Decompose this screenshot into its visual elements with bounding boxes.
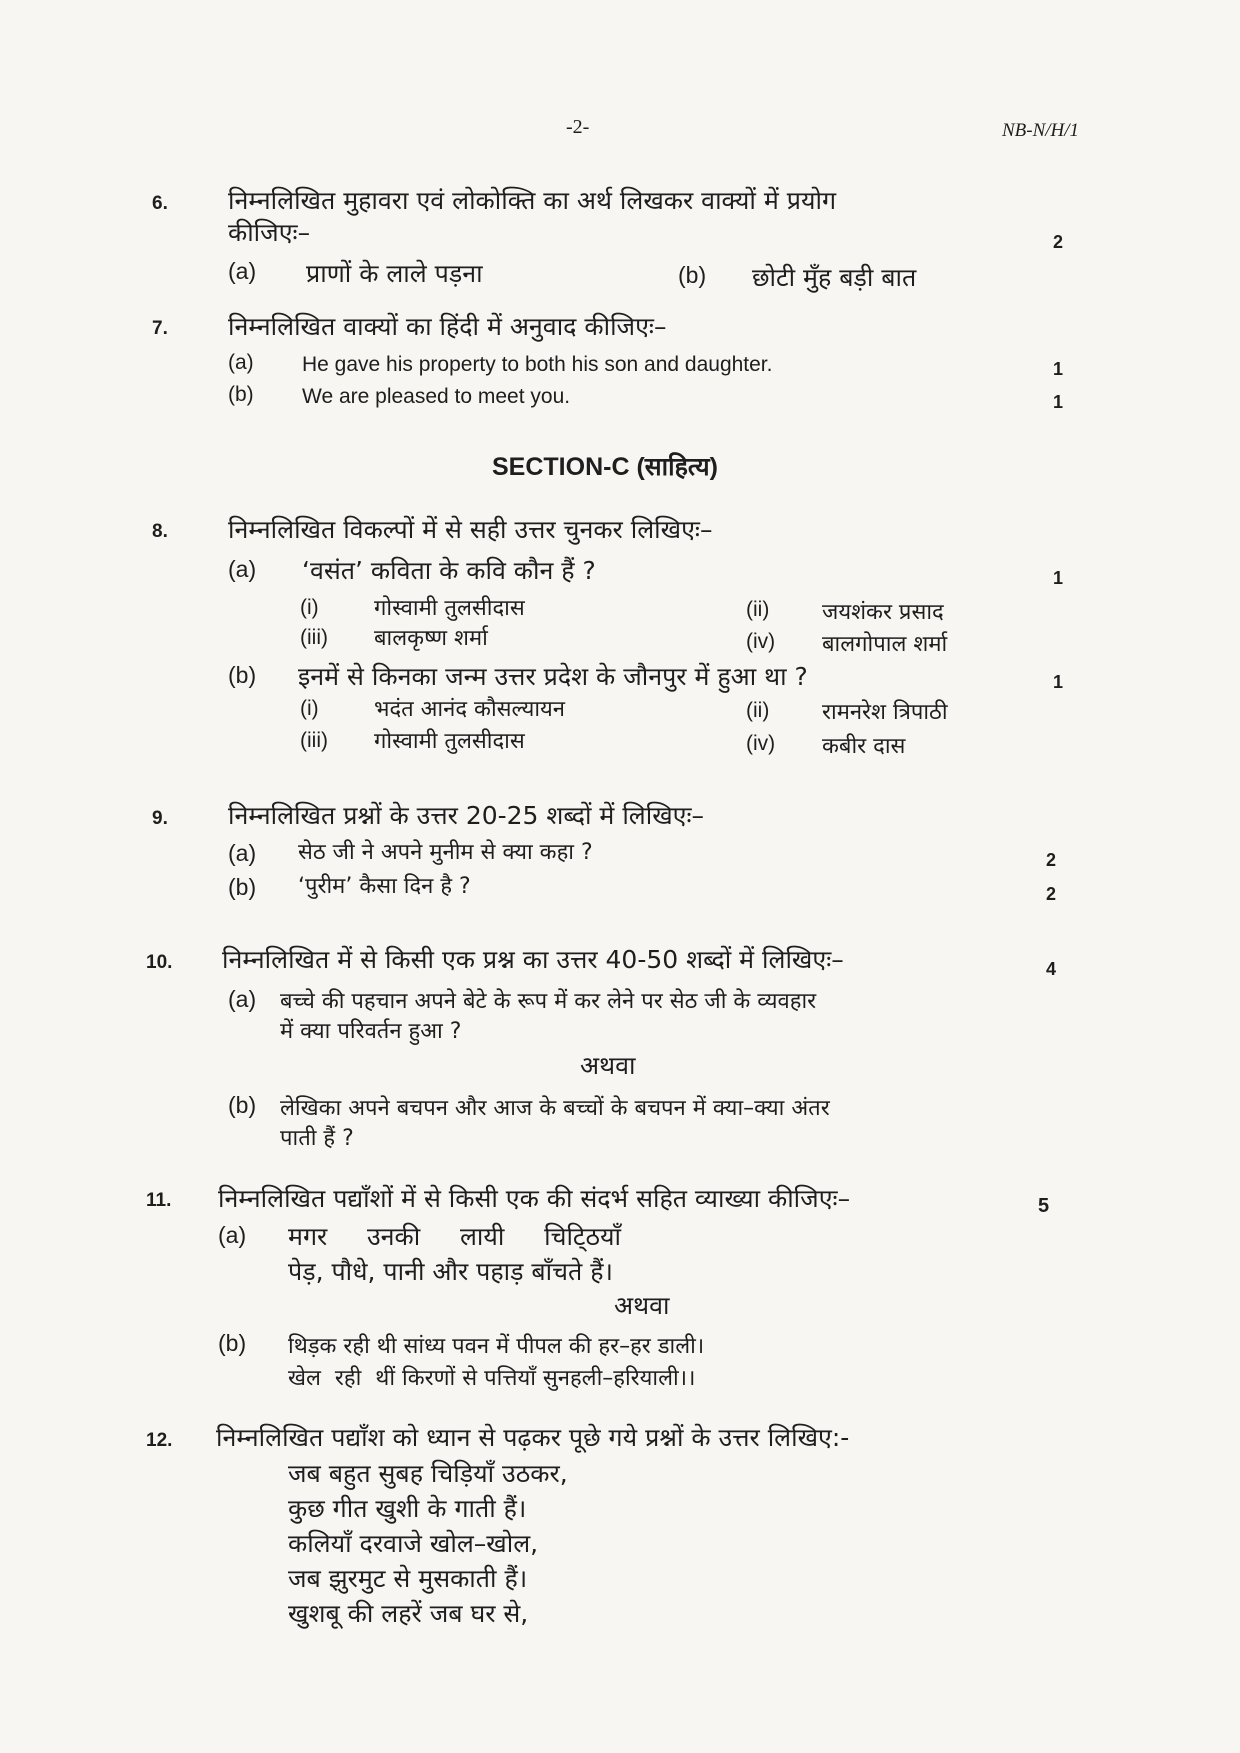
marks: 1 bbox=[1053, 568, 1064, 588]
option-label: (b) bbox=[678, 262, 707, 288]
question-number: 10. bbox=[146, 952, 173, 973]
option-text-cont: में क्या परिवर्तन हुआ ? bbox=[280, 1019, 462, 1044]
choice-label: (ii) bbox=[746, 699, 770, 722]
question-text: निम्नलिखित वाक्यों का हिंदी में अनुवाद कीजिएः– bbox=[228, 312, 667, 341]
or-separator: अथवा bbox=[580, 1051, 636, 1080]
question-number: 7. bbox=[152, 318, 168, 339]
option-text: ‘वसंत’ कविता के कवि कौन हैं ? bbox=[302, 556, 596, 585]
option-label: (a) bbox=[228, 258, 257, 284]
option-text: सेठ जी ने अपने मुनीम से क्या कहा ? bbox=[298, 840, 593, 865]
option-text: He gave his property to both his son and daughter. bbox=[302, 353, 773, 376]
poem-line: खुशबू की लहरें जब घर से, bbox=[288, 1599, 529, 1628]
choice-text: रामनरेश त्रिपाठी bbox=[822, 700, 948, 725]
option-text-cont: पाती हैं ? bbox=[280, 1126, 354, 1151]
choice-label: (iv) bbox=[746, 732, 776, 755]
option-label: (b) bbox=[228, 874, 257, 900]
option-text: लेखिका अपने बचपन और आज के बच्चों के बचपन में क्या–क्या अंतर bbox=[280, 1096, 830, 1121]
marks: 1 bbox=[1053, 392, 1064, 412]
option-label: (a) bbox=[228, 556, 257, 582]
choice-label: (iii) bbox=[300, 729, 328, 752]
choice-label: (i) bbox=[300, 697, 319, 720]
option-label: (a) bbox=[228, 840, 257, 866]
marks: 1 bbox=[1053, 672, 1064, 692]
marks: 2 bbox=[1046, 884, 1057, 904]
marks: 1 bbox=[1053, 359, 1064, 379]
question-text: निम्नलिखित मुहावरा एवं लोकोक्ति का अर्थ लिखकर वाक्यों में प्रयोग bbox=[228, 186, 837, 215]
verse-line: पेड़, पौधे, पानी और पहाड़ बाँचते हैं। bbox=[288, 1257, 613, 1286]
question-text: निम्नलिखित प्रश्नों के उत्तर 20-25 शब्दों में लिखिएः– bbox=[228, 801, 705, 830]
choice-label: (i) bbox=[300, 596, 319, 619]
verse-line: मगर उनकी लायी चिटि्ठयाँ bbox=[288, 1222, 622, 1251]
option-label: (b) bbox=[228, 1092, 257, 1118]
question-number: 6. bbox=[152, 193, 168, 214]
question-text-cont: कीजिएः– bbox=[228, 218, 311, 247]
choice-label: (ii) bbox=[746, 598, 770, 621]
poem-line: जब बहुत सुबह चिड़ियाँ उठकर, bbox=[288, 1459, 568, 1488]
poem-line: जब झुरमुट से मुसकाती हैं। bbox=[288, 1564, 528, 1593]
section-heading: SECTION-C (साहित्य) bbox=[492, 453, 718, 481]
or-separator: अथवा bbox=[614, 1291, 670, 1320]
marks: 2 bbox=[1053, 232, 1064, 252]
choice-text: गोस्वामी तुलसीदास bbox=[374, 729, 525, 754]
question-number: 9. bbox=[152, 808, 168, 829]
question-number: 11. bbox=[146, 1190, 172, 1211]
choice-label: (iv) bbox=[746, 630, 776, 653]
choice-text: कबीर दास bbox=[822, 734, 906, 759]
question-text: निम्नलिखित पद्याँशों में से किसी एक की संदर्भ सहित व्याख्या कीजिएः– bbox=[218, 1184, 851, 1213]
choice-text: बालगोपाल शर्मा bbox=[822, 632, 948, 657]
option-label: (a) bbox=[228, 351, 254, 374]
option-text: ‘पुरीम’ कैसा दिन है ? bbox=[298, 874, 471, 899]
option-text: We are pleased to meet you. bbox=[302, 385, 571, 408]
page-number: -2- bbox=[566, 116, 590, 138]
question-number: 12. bbox=[146, 1430, 173, 1451]
option-label: (b) bbox=[228, 383, 254, 406]
option-text: प्राणों के लाले पड़ना bbox=[306, 259, 483, 288]
choice-text: भदंत आनंद कौसल्यायन bbox=[374, 697, 565, 722]
option-text: इनमें से किनका जन्म उत्तर प्रदेश के जौनपुर में हुआ था ? bbox=[298, 662, 808, 691]
marks: 4 bbox=[1046, 959, 1057, 979]
marks: 5 bbox=[1038, 1195, 1050, 1217]
option-text: छोटी मुँह बड़ी बात bbox=[752, 263, 917, 292]
choice-text: जयशंकर प्रसाद bbox=[822, 600, 944, 625]
option-text: बच्चे की पहचान अपने बेटे के रूप में कर लेने पर सेठ जी के व्यवहार bbox=[280, 989, 817, 1014]
verse-line: थिड़क रही थी सांध्य पवन में पीपल की हर–हर डाली। bbox=[288, 1334, 705, 1359]
question-number: 8. bbox=[152, 521, 168, 542]
marks: 2 bbox=[1046, 850, 1057, 870]
choice-text: बालकृष्ण शर्मा bbox=[374, 626, 488, 651]
poem-line: कलियाँ दरवाजे खोल–खोल, bbox=[288, 1529, 539, 1558]
choice-label: (iii) bbox=[300, 626, 328, 649]
question-text: निम्नलिखित पद्याँश को ध्यान से पढ़कर पूछे गये प्रश्नों के उत्तर लिखिए:- bbox=[216, 1423, 850, 1452]
option-label: (a) bbox=[218, 1222, 247, 1248]
poem-line: कुछ गीत खुशी के गाती हैं। bbox=[288, 1494, 527, 1523]
question-text: निम्नलिखित विकल्पों में से सही उत्तर चुनकर लिखिएः– bbox=[228, 515, 713, 544]
option-label: (b) bbox=[228, 662, 257, 688]
question-text: निम्नलिखित में से किसी एक प्रश्न का उत्तर 40-50 शब्दों में लिखिएः– bbox=[222, 945, 844, 974]
paper-code: NB-N/H/1 bbox=[1002, 120, 1080, 141]
verse-line: खेल रही थीं किरणों से पत्तियाँ सुनहली–हरियाली।। bbox=[288, 1366, 696, 1391]
option-label: (a) bbox=[228, 986, 257, 1012]
option-label: (b) bbox=[218, 1330, 247, 1356]
choice-text: गोस्वामी तुलसीदास bbox=[374, 596, 525, 621]
